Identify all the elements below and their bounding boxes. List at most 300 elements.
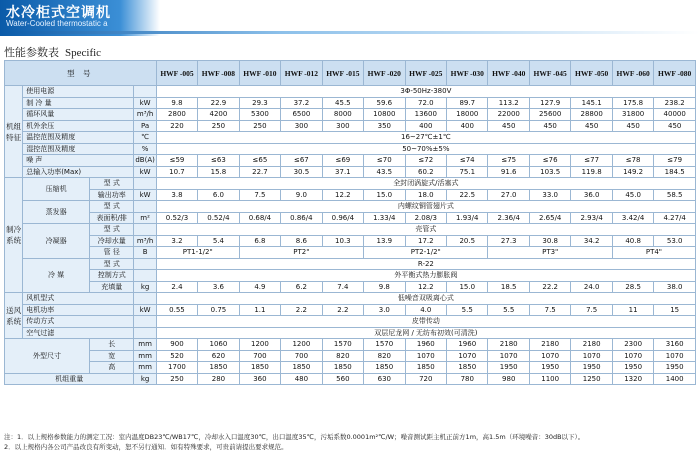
value-cell: 30.8 <box>529 235 570 247</box>
section-title-zh: 性能参数表 <box>4 46 59 59</box>
unit-cell: mm <box>134 362 156 374</box>
row-label: 使用电源 <box>23 86 134 98</box>
value-cell: 33.0 <box>529 189 570 201</box>
value-cell: ≤70 <box>364 155 405 167</box>
value-cell: 10.7 <box>156 166 197 178</box>
unit-cell: m² <box>134 212 156 224</box>
table-row <box>5 120 696 132</box>
value-cell: 2.4 <box>156 281 197 293</box>
value-cell: 820 <box>364 350 405 362</box>
value-cell: ≤59 <box>156 155 197 167</box>
row-label: 控制方式 <box>89 270 134 282</box>
value-cell: 0.52/3 <box>156 212 197 224</box>
row-label: 管 径 <box>89 247 134 259</box>
value-cell: 520 <box>156 350 197 362</box>
value-cell: 113.2 <box>488 97 529 109</box>
table-row <box>5 304 696 316</box>
value-cell: 2.65/4 <box>529 212 570 224</box>
unit-cell: kW <box>134 166 156 178</box>
value-cell: 1950 <box>654 362 696 374</box>
value-cell: 450 <box>488 120 529 132</box>
value-cell: 2.36/4 <box>488 212 529 224</box>
footnotes <box>4 432 696 452</box>
model-header: HWF -060 <box>612 61 653 86</box>
table-row <box>5 339 696 351</box>
row-label: 温控范围及精度 <box>23 132 134 144</box>
value-span: 内螺纹铜管翅片式 <box>156 201 695 213</box>
value-cell: 2180 <box>571 339 612 351</box>
value-cell: 1570 <box>364 339 405 351</box>
value-cell: 27.0 <box>488 189 529 201</box>
row-label: 电机功率 <box>23 304 134 316</box>
row-label: 湿控范围及精度 <box>23 143 134 155</box>
value-cell: 1100 <box>529 373 570 385</box>
value-cell: 2.2 <box>322 304 363 316</box>
value-cell: 7.5 <box>239 189 280 201</box>
row-label: 输出功率 <box>89 189 134 201</box>
row-label: 型 式 <box>89 224 134 236</box>
unit-cell: m³/h <box>134 235 156 247</box>
value-span: 外平衡式热力膨胀阀 <box>156 270 695 282</box>
value-cell: 1070 <box>571 350 612 362</box>
value-cell: 12.2 <box>322 189 363 201</box>
model-header: HWF -030 <box>447 61 488 86</box>
unit-cell: kg <box>134 373 156 385</box>
row-label: 长 <box>89 339 134 351</box>
value-cell: 22000 <box>488 109 529 121</box>
value-cell: 60.2 <box>405 166 446 178</box>
value-cell: 18.5 <box>488 281 529 293</box>
unit-cell: kg <box>134 281 156 293</box>
value-cell: 59.6 <box>364 97 405 109</box>
value-cell: 1250 <box>571 373 612 385</box>
value-cell: 1700 <box>156 362 197 374</box>
value-cell: 1850 <box>322 362 363 374</box>
value-cell: 780 <box>447 373 488 385</box>
table-header-row <box>5 61 696 86</box>
value-cell: 184.5 <box>654 166 696 178</box>
unit-cell <box>134 201 156 213</box>
row-label: 表面积/排 <box>89 212 134 224</box>
value-cell: 53.0 <box>654 235 696 247</box>
footnote-1: 注：1．以上规格参数能力的测定工况：室内温度DB23℃/WB17℃，冷却水入口温度30℃，出口温度35℃，污垢系数0.0001m²℃/W；噪音测试距主机正前方1m，高1.5m（环境噪音：30dB以下）。 <box>4 433 585 441</box>
value-span: 壳管式 <box>156 224 695 236</box>
row-label: 高 <box>89 362 134 374</box>
row-label: 冷却水量 <box>89 235 134 247</box>
table-row <box>5 178 696 190</box>
unit-cell: B <box>134 247 156 259</box>
value-cell: ≤76 <box>529 155 570 167</box>
value-cell: 2800 <box>156 109 197 121</box>
value-cell: 1.1 <box>239 304 280 316</box>
unit-cell: % <box>134 143 156 155</box>
row-label: 机组重量 <box>5 373 134 385</box>
value-cell: 1950 <box>488 362 529 374</box>
group-label-refrig: 制冷系统 <box>5 178 23 293</box>
value-cell: 31800 <box>612 109 653 121</box>
model-header: HWF -012 <box>281 61 322 86</box>
value-cell: 400 <box>447 120 488 132</box>
value-cell: 5300 <box>239 109 280 121</box>
value-cell: 1070 <box>405 350 446 362</box>
value-cell: 1060 <box>198 339 239 351</box>
table-row <box>5 270 696 282</box>
unit-cell <box>134 293 156 305</box>
group-label-air: 送风系统 <box>5 293 23 339</box>
value-cell: 28800 <box>571 109 612 121</box>
value-cell: 2.08/3 <box>405 212 446 224</box>
value-cell: 9.8 <box>156 97 197 109</box>
value-cell: 4.27/4 <box>654 212 696 224</box>
value-cell: ≤72 <box>405 155 446 167</box>
banner-subtitle: Water-Cooled thermostatic a <box>6 19 108 28</box>
value-cell: 1200 <box>239 339 280 351</box>
unit-cell <box>134 327 156 339</box>
value-span: 3Φ-50Hz-380V <box>156 86 695 98</box>
unit-cell: dB(A) <box>135 156 155 165</box>
value-cell: 91.6 <box>488 166 529 178</box>
table-row <box>5 247 696 259</box>
value-cell: 4.9 <box>239 281 280 293</box>
value-cell: 1070 <box>529 350 570 362</box>
value-cell: 30.5 <box>281 166 322 178</box>
value-cell: 480 <box>281 373 322 385</box>
value-cell: 1.93/4 <box>447 212 488 224</box>
value-cell: 1850 <box>281 362 322 374</box>
dims-label: 外型尺寸 <box>5 339 90 374</box>
value-cell: 350 <box>364 120 405 132</box>
value-cell: 18.0 <box>405 189 446 201</box>
value-cell: 36.0 <box>571 189 612 201</box>
value-cell: 0.68/4 <box>239 212 280 224</box>
value-cell: 1200 <box>281 339 322 351</box>
value-cell: 9.0 <box>281 189 322 201</box>
value-cell: 1960 <box>405 339 446 351</box>
value-cell: ≤79 <box>654 155 696 167</box>
value-cell: ≤78 <box>612 155 653 167</box>
value-cell: 720 <box>405 373 446 385</box>
group-label-unit: 机组特征 <box>5 86 23 178</box>
table-row <box>5 293 696 305</box>
value-cell: 0.75 <box>198 304 239 316</box>
unit-cell <box>134 86 156 98</box>
value-cell: 10800 <box>364 109 405 121</box>
row-label: 噪 声 <box>23 155 134 167</box>
value-cell: 17.2 <box>405 235 446 247</box>
value-cell: ≤69 <box>322 155 363 167</box>
value-span: 皮带传动 <box>156 316 695 328</box>
table-row <box>5 189 696 201</box>
table-row <box>5 362 696 374</box>
value-cell: 450 <box>654 120 696 132</box>
value-cell: 0.55 <box>156 304 197 316</box>
unit-cell: Pa <box>134 120 156 132</box>
value-cell: ≤67 <box>281 155 322 167</box>
table-row <box>5 327 696 339</box>
value-cell: 25600 <box>529 109 570 121</box>
value-cell: 119.8 <box>571 166 612 178</box>
value-cell: 22.9 <box>198 97 239 109</box>
model-header: HWF -050 <box>571 61 612 86</box>
value-cell: 27.3 <box>488 235 529 247</box>
unit-cell <box>134 316 156 328</box>
value-cell: 360 <box>239 373 280 385</box>
value-cell: 700 <box>239 350 280 362</box>
value-cell: 145.1 <box>571 97 612 109</box>
value-cell: 5.4 <box>198 235 239 247</box>
value-cell: 45.0 <box>612 189 653 201</box>
value-cell: 5.5 <box>447 304 488 316</box>
value-cell: 700 <box>281 350 322 362</box>
value-cell: 7.4 <box>322 281 363 293</box>
value-cell: 250 <box>198 120 239 132</box>
value-cell: 8000 <box>322 109 363 121</box>
value-cell: 72.0 <box>405 97 446 109</box>
value-cell: 980 <box>488 373 529 385</box>
sub-group-label: 蒸发器 <box>23 201 90 224</box>
row-label: 空气过滤 <box>23 327 134 339</box>
value-cell: 149.2 <box>612 166 653 178</box>
value-cell: 4.0 <box>405 304 446 316</box>
value-cell: 820 <box>322 350 363 362</box>
value-cell: ≤63 <box>198 155 239 167</box>
banner-title: 水冷柜式空调机 <box>6 5 111 21</box>
value-cell: 450 <box>612 120 653 132</box>
unit-cell: kW <box>134 304 156 316</box>
table-row <box>5 350 696 362</box>
row-label: 风机型式 <box>23 293 134 305</box>
value-cell: 1320 <box>612 373 653 385</box>
value-cell: 2180 <box>488 339 529 351</box>
value-cell: 28.5 <box>612 281 653 293</box>
value-cell: 15.8 <box>198 166 239 178</box>
value-cell: 40.8 <box>612 235 653 247</box>
sub-group-label: 压缩机 <box>23 178 90 201</box>
value-cell: 29.3 <box>239 97 280 109</box>
section-title-en: Specific <box>65 47 102 59</box>
value-cell: 3.2 <box>156 235 197 247</box>
row-label: 机外余压 <box>23 120 134 132</box>
value-cell: 175.8 <box>612 97 653 109</box>
value-cell: 0.96/4 <box>322 212 363 224</box>
model-header: HWF -040 <box>488 61 529 86</box>
value-span: PT1-1/2" <box>156 247 239 259</box>
value-cell: 1850 <box>198 362 239 374</box>
table-row <box>5 258 696 270</box>
unit-cell: ℃ <box>134 132 156 144</box>
value-cell: 1850 <box>239 362 280 374</box>
sub-group-label: 冷 媒 <box>23 258 90 293</box>
value-cell: 34.2 <box>571 235 612 247</box>
table-row <box>5 166 696 178</box>
value-cell: 22.7 <box>239 166 280 178</box>
value-cell: 3160 <box>654 339 696 351</box>
row-label: 循环风量 <box>23 109 134 121</box>
value-cell: 1960 <box>447 339 488 351</box>
model-header-label: 型 号 <box>5 61 157 86</box>
value-cell: 2.2 <box>281 304 322 316</box>
section-title <box>4 44 101 60</box>
value-cell: 3.0 <box>364 304 405 316</box>
value-cell: 6.2 <box>281 281 322 293</box>
unit-cell <box>134 270 156 282</box>
value-cell: 1950 <box>571 362 612 374</box>
value-cell: 103.5 <box>529 166 570 178</box>
table-row <box>5 143 696 155</box>
value-cell: 1070 <box>612 350 653 362</box>
model-header: HWF -020 <box>364 61 405 86</box>
table-row <box>5 155 696 167</box>
value-cell: 43.5 <box>364 166 405 178</box>
table-row <box>5 373 696 385</box>
value-span: 16~27℃±1℃ <box>156 132 695 144</box>
value-cell: 22.5 <box>447 189 488 201</box>
row-label: 传动方式 <box>23 316 134 328</box>
value-cell: 15.0 <box>364 189 405 201</box>
value-cell: 12.2 <box>405 281 446 293</box>
value-cell: 15.0 <box>447 281 488 293</box>
value-cell: 6500 <box>281 109 322 121</box>
value-cell: 300 <box>322 120 363 132</box>
table-row <box>5 212 696 224</box>
value-cell: 3.8 <box>156 189 197 201</box>
unit-cell <box>134 258 156 270</box>
table-row <box>5 109 696 121</box>
unit-cell: mm <box>134 350 156 362</box>
value-span: PT2" <box>239 247 363 259</box>
value-cell: ≤75 <box>488 155 529 167</box>
value-cell: 450 <box>571 120 612 132</box>
value-cell: 38.0 <box>654 281 696 293</box>
value-cell: 18000 <box>447 109 488 121</box>
row-label: 制 冷 量 <box>23 97 134 109</box>
value-cell: 630 <box>364 373 405 385</box>
value-cell: 1950 <box>612 362 653 374</box>
value-cell: 15 <box>654 304 696 316</box>
value-cell: 89.7 <box>447 97 488 109</box>
value-span: 低噪音双吸离心式 <box>156 293 695 305</box>
value-cell: 220 <box>156 120 197 132</box>
value-span: 50~70%±5% <box>156 143 695 155</box>
value-cell: 1070 <box>488 350 529 362</box>
value-cell: 1850 <box>405 362 446 374</box>
value-span: PT2-1/2" <box>364 247 488 259</box>
value-span: PT4" <box>612 247 695 259</box>
row-label: 型 式 <box>89 258 134 270</box>
value-cell: 1850 <box>364 362 405 374</box>
unit-cell: kW <box>134 189 156 201</box>
value-span: R-22 <box>156 258 695 270</box>
value-cell: 0.52/4 <box>198 212 239 224</box>
value-span: PT3" <box>488 247 612 259</box>
value-cell: ≤74 <box>447 155 488 167</box>
table-row <box>5 132 696 144</box>
table-row <box>5 316 696 328</box>
model-header: HWF -025 <box>405 61 446 86</box>
value-cell: 37.2 <box>281 97 322 109</box>
model-header: HWF -008 <box>198 61 239 86</box>
value-cell: 37.1 <box>322 166 363 178</box>
value-cell: 2180 <box>529 339 570 351</box>
value-cell: ≤65 <box>239 155 280 167</box>
value-cell: 20.5 <box>447 235 488 247</box>
sub-group-label: 冷凝器 <box>23 224 90 259</box>
value-cell: 2.93/4 <box>571 212 612 224</box>
value-cell: 238.2 <box>654 97 696 109</box>
unit-cell: kW <box>134 97 156 109</box>
unit-cell <box>134 224 156 236</box>
value-cell: 24.0 <box>571 281 612 293</box>
value-cell: 1850 <box>447 362 488 374</box>
table-row <box>5 201 696 213</box>
value-cell: 13.9 <box>364 235 405 247</box>
value-cell: 1570 <box>322 339 363 351</box>
value-cell: 58.5 <box>654 189 696 201</box>
model-header: HWF -045 <box>529 61 570 86</box>
unit-cell: mm <box>134 339 156 351</box>
value-cell: 0.86/4 <box>281 212 322 224</box>
value-cell: 4200 <box>198 109 239 121</box>
row-label: 总输入功率(Max) <box>23 166 134 178</box>
model-header: HWF -015 <box>322 61 363 86</box>
value-cell: 1070 <box>654 350 696 362</box>
table-row <box>5 97 696 109</box>
value-cell: 9.8 <box>364 281 405 293</box>
value-cell: 1070 <box>447 350 488 362</box>
value-cell: 40000 <box>654 109 696 121</box>
value-cell: 3.6 <box>198 281 239 293</box>
value-cell: 250 <box>156 373 197 385</box>
value-cell: 400 <box>405 120 446 132</box>
model-header: HWF -005 <box>156 61 197 86</box>
value-cell: 300 <box>281 120 322 132</box>
value-cell: 1950 <box>529 362 570 374</box>
value-cell: ≤77 <box>571 155 612 167</box>
value-cell: 2300 <box>612 339 653 351</box>
value-cell: 900 <box>156 339 197 351</box>
value-cell: 3.42/4 <box>612 212 653 224</box>
header-banner <box>0 0 700 36</box>
value-cell: 560 <box>322 373 363 385</box>
row-label: 型 式 <box>89 178 134 190</box>
row-label: 宽 <box>89 350 134 362</box>
table-row <box>5 224 696 236</box>
value-cell: 450 <box>529 120 570 132</box>
value-cell: 7.5 <box>529 304 570 316</box>
unit-cell: m³/h <box>134 109 156 121</box>
value-cell: 45.5 <box>322 97 363 109</box>
value-span: 全封闭涡旋式/活塞式 <box>156 178 695 190</box>
value-cell: 250 <box>239 120 280 132</box>
value-cell: 13600 <box>405 109 446 121</box>
value-cell: 1400 <box>654 373 696 385</box>
value-cell: 280 <box>198 373 239 385</box>
banner-underline <box>0 31 700 34</box>
value-cell: 6.8 <box>239 235 280 247</box>
spec-table <box>4 60 696 385</box>
value-cell: 22.2 <box>529 281 570 293</box>
table-row <box>5 235 696 247</box>
value-cell: 10.3 <box>322 235 363 247</box>
table-row <box>5 86 696 98</box>
footnote-2: 2．以上规格内各公司产品改良有所变动，恕不另行通知．如有特殊要求，可贵前请提出要求规范。 <box>4 443 288 451</box>
value-cell: 6.0 <box>198 189 239 201</box>
model-header: HWF -080 <box>654 61 696 86</box>
row-label: 充填量 <box>89 281 134 293</box>
value-span: 双层尼龙网 / 无纺布初效(可清洗) <box>156 327 695 339</box>
value-cell: 620 <box>198 350 239 362</box>
value-cell: 11 <box>612 304 653 316</box>
